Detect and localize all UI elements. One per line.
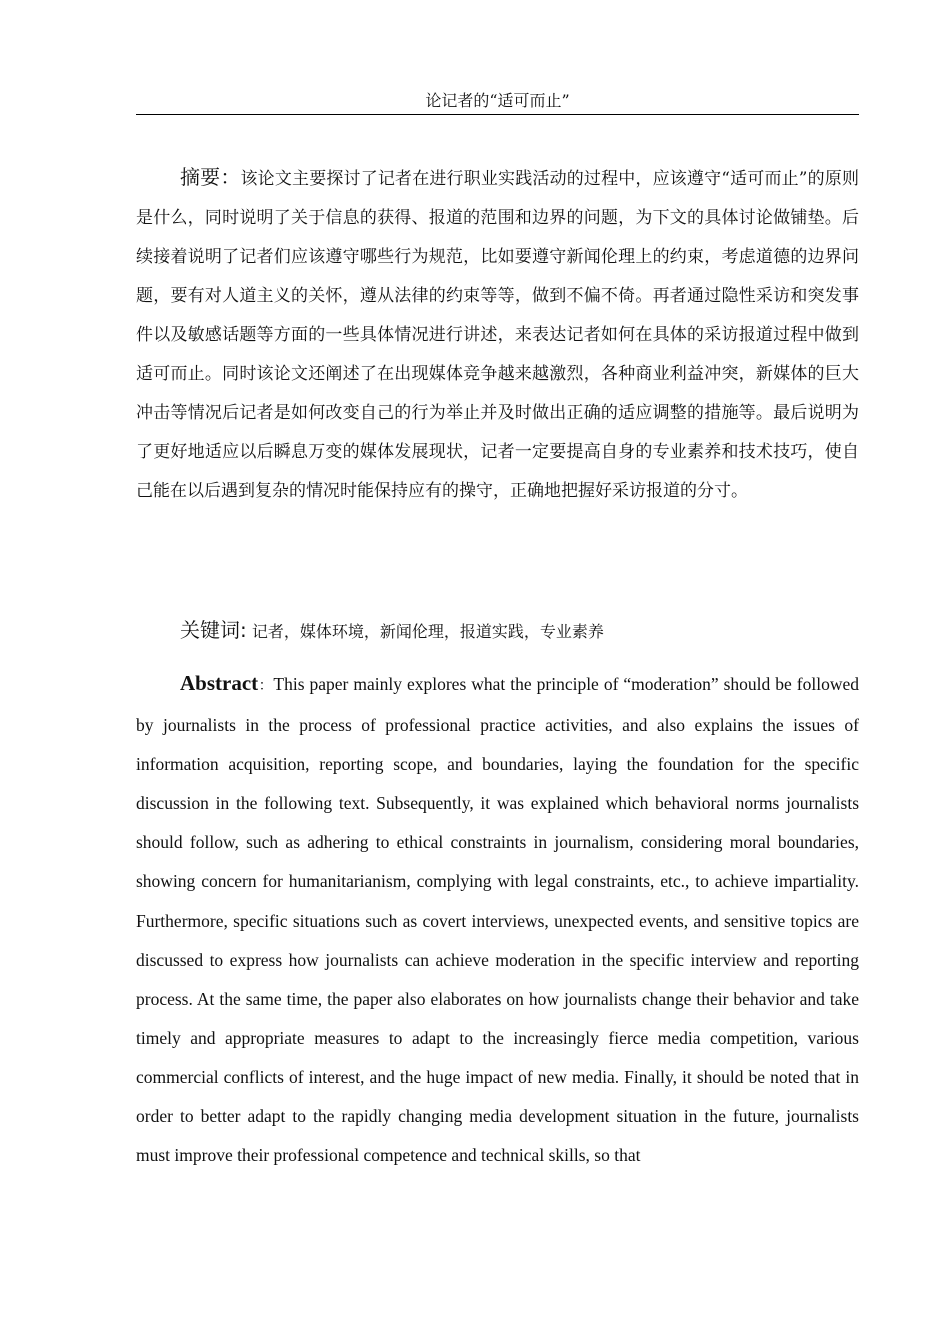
chinese-abstract-text: 该论文主要探讨了记者在进行职业实践活动的过程中，应该遵守“适可而止”的原则是什么，同时说明了关于信息的获得、报道的范围和边界的问题，为下文的具体讨论做铺垫。后续接着说明了记者们应该遵守哪些行为规范，比如要遵守新闻伦理上的约束，考虑道德的边界问题，要有对人道主义的关怀，遵从法律的约束等等，做到不偏不倚。再者通过隐性采访和突发事件以及敏感话题等方面的一些具体情况进行讲述，来表达记者如何在具体的采访报道过程中做到适可而止。同时该论文还阐述了在出现媒体竞争越来越激烈，各种商业利益冲突，新媒体的巨大冲击等情况后记者是如何改变自己的行为举止并及时做出正确的适应调整的措施等。最后说明为了更好地适应以后瞬息万变的媒体发展现状，记者一定要提高自身的专业素养和技术技巧，使自己能在以后遇到复杂的情况时能保持应有的操守，正确地把握好采访报道的分寸。 (136, 169, 859, 501)
header-title: 论记者的“适可而止” (425, 91, 570, 110)
english-abstract (136, 664, 859, 1175)
english-abstract-label: Abstract (180, 671, 259, 695)
chinese-abstract (136, 158, 859, 511)
keywords-label: 关键词: (180, 618, 247, 642)
english-abstract-colon: ： (258, 678, 274, 694)
english-abstract-text: This paper mainly explores what the principle of “moderation” should be followed by journalists in the process of professional practice activities, and also explains the issues of information acquisition, reporting scope, and boundaries, laying the foundation for the specific discussion in the following text. Subsequently, it was explained which behavioral norms journalists should follow, such as adhering to ethical constraints in journalism, considering moral boundaries, showing concern for humanitarianism, complying with legal constraints, etc., to achieve impartiality. Furthermore, specific situations such as covert interviews, unexpected events, and sensitive topics are discussed to express how journalists can achieve moderation in the specific interview and reporting process. At the same time, the paper also elaborates on how journalists change their behavior and take timely and appropriate measures to adapt to the increasingly fierce media competition, various commercial conflicts of interest, and the huge impact of new media. Finally, it should be noted that in order to better adapt to the rapidly changing media development situation in the future, journalists must improve their professional competence and technical skills, so that (136, 674, 860, 1166)
page-header (136, 90, 859, 115)
keywords-text: 记者，媒体环境，新闻伦理，报道实践，专业素养 (246, 622, 604, 641)
keywords (136, 612, 859, 650)
chinese-abstract-label: 摘要： (180, 165, 241, 189)
